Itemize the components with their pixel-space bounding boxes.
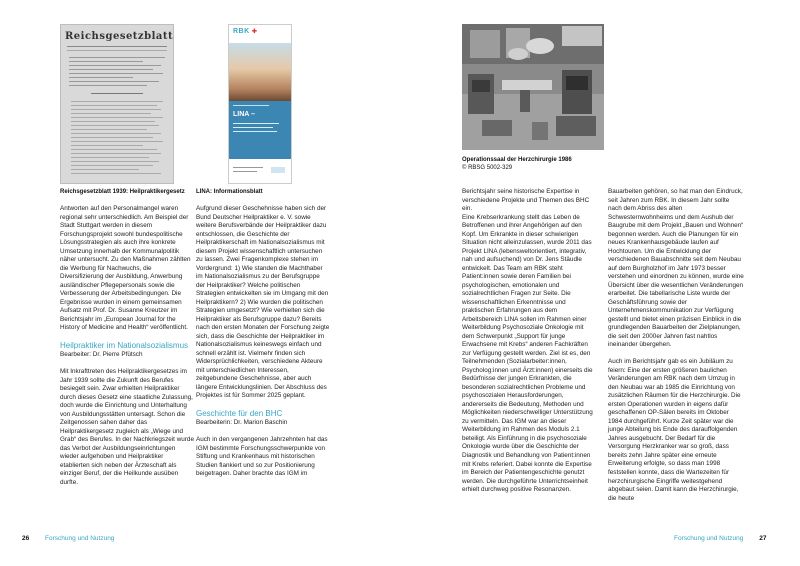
photo-caption [462, 156, 572, 172]
text-column-3 [462, 188, 596, 495]
operating-room-illustration [462, 24, 604, 150]
paragraph: Antworten auf den Personalmangel waren regional sehr unterschiedlich. Am Beispiel der Stadt Stuttgart werden in diesem Forschungsprojekt sowohl bundespolitische Lösungsstrategien als auch ihre konkrete Umsetzung innerhalb der Kommunalpolitik näher untersucht. Zu den Maßnahmen zählten die Werbung für Nachwuchs, die Diversifizierung der Ausbildung, Anwerbung ausländischer Pflegepersonals sowie die Verbesserung der Arbeitsbedingungen. Die Ergebnisse wurden in einem gemeinsamen Aufsatz mit Prof. Dr. Susanne Kreutzer im Berichtsjahr im „European Journal for the History of Medicine and Health“ veröffentlicht. [60, 205, 191, 332]
footer-section-left: Forschung und Nutzung [45, 535, 115, 542]
paragraph: Aufgrund dieser Geschehnisse haben sich der Bund Deutscher Heilpraktiker e. V. sowie weitere Berufsverbände der Heilpraktiker dazu entschlossen, die Geschichte der Heilpraktikerschaft im Nationalsozialismus mit diesem Projekt wissenschaftlich untersuchen zu lassen. Zwei Fragenkomplexe stehen im Vordergrund: 1) Wie standen die Machthaber im Nationalsozialismus zu der Berufsgruppe der Heilpraktiker? Welche politischen Strategien entwickelten sie im Umgang mit den Heilpraktikern? 2) Wie wurden die politischen Strategien umgesetzt? Wie verhielten sich die Heilpraktiker als Berufsgruppe dazu? Bereits nach den ersten Monaten der Forschung zeigte sich, dass die Geschichte der Heilpraktiker im Nationalsozialismus keineswegs einfach und schnell erzählt ist. Vielmehr finden sich Widersprüchlichkeiten, verschiedene Akteure mit unterschiedlichen Interessen, zeitgebundene Geschehnisse, aber auch längere Entwicklungslinien. Der Abschluss des Projektes ist für Sommer 2025 geplant. [196, 205, 330, 400]
section-author: Bearbeiterin: Dr. Marion Baschin [196, 419, 288, 427]
page-number-left: 26 [22, 535, 30, 542]
footer-right [674, 535, 766, 542]
page-number-right: 27 [759, 535, 767, 542]
text-column-2 [196, 205, 330, 479]
paragraph: Bauarbeiten gehören, so hat man den Eindruck, seit Jahren zum RBK. In diesem Jahr sollte nach dem Abriss des alten Schwesternwohnheims und dem Aushub der Baugrube mit dem Projekt „Bauen und Wohnen“ begonnen werden. Auch die Planungen für ein neues Krankenhausgebäude laufen auf Hochtouren. Um die Entwicklung der verschiedenen Bauabschnitte seit dem Neubau auf dem Burgholzhof im Jahr 1973 besser verstehen und einordnen zu können, wurde eine Übersicht über die wesentlichen Veränderungen erarbeitet. Die tabellarische Liste wurde der Geschäftsführung sowie der Unternehmenskommunikation zur Verfügung gestellt und bietet einen präzisen Einblick in die grundlegenden Bauarbeiten der Zielplanungen, die seit den 2000er Jahren fast nahtlos ineinander übergehen. [608, 188, 744, 349]
section-title-heilpraktiker: Heilpraktiker im Nationalsozialismus [60, 341, 189, 351]
text-column-1 [60, 205, 194, 487]
section-title-bhc: Geschichte für den BHC [196, 409, 283, 419]
paragraph: Berichtsjahr seine historische Expertise in verschiedene Projekte und Themen des BHC ein. [462, 188, 590, 213]
footer-section-right: Forschung und Nutzung [674, 535, 744, 542]
paragraph: Eine Krebserkrankung stellt das Leben de Betroffenen und ihrer Angehörigen auf den Kopf. Um Erkrankte in dieser schwierigen Situation nicht alleinzulassen, wurde 2011 das Projekt LINA (lebensweltorientiert, integrativ, nah und aufsuchend) von Dr. Jens Stäudle entwickelt. Das Team am RBK steht Patient:innen sowie deren Familien bei psychologischen, emotionalen und sozialrechtlichen Fragen zur Seite. Die wissenschaftlichen Erkenntnisse und praktischen Erfahrungen aus dem Arbeitsbereich LINA sollen im Rahmen einer Weiterbildung Psychosoziale Onkologie mit dem Schwerpunkt „Support für junge Erwachsene mit Krebs“ anderen Fachkräften zur Verfügung gestellt werden. Ziel ist es, den Teilnehmenden (Sozialarbeiter:innen, Psycholog:innen und Ärzt:innen) einerseits die Bedürfnisse der jungen Erkrankten, die besonderen sozialrechtlichen Probleme und psychosozialen Herausforderungen, andererseits die Bedeutung, Methoden und Möglichkeiten niederschwelliger Unterstützung zu vermitteln. Das IGM war an dieser Weiterbildung im Rahmen des Moduls 2.1 beteiligt. Als Einführung in die psychosoziale Onkologie wurde über die Geschichte der Diagnostik und Behandlung von Patient:innen mit Krebs referiert. Dabei konnte die Expertise im Bereich der Patientengeschichte genutzt werden. Die durchgeführte Unterrichtseinheit erhielt durchweg positive Resonanzen. [462, 213, 593, 494]
section-author: Bearbeiter: Dr. Pierre Pfütsch [60, 351, 143, 359]
brochure-title: LINA – [233, 111, 255, 118]
text-column-4 [608, 188, 744, 503]
operating-room-photo [462, 24, 604, 150]
brochure-title-panel [229, 101, 291, 159]
photo-caption-title: Operationssaal der Herzchirurgie 1986 [462, 157, 572, 163]
rbk-logo: RBK ✚ [233, 28, 258, 35]
paragraph: Auch in den vergangenen Jahrzehnten hat das IGM bestimmte Forschungsschwerpunkte von Stiftung und Krankenhaus mit historischen Studien flankiert und so zur Positionierung beigetragen. Daher brachte das IGM im [196, 436, 328, 478]
paragraph: Auch im Berichtsjahr gab es ein Jubiläum zu feiern: Eine der ersten größeren baulichen Veränderungen am RBK nach dem Umzug in den Neubau war ab 1985 die Einrichtung von zusätzlichen Räumen für die Herzchirurgie. Die ersten Operationen wurden in eigens dafür geschaffenen OP-Sälen bereits im Oktober 1984 durchgeführt. Kurze Zeit später war die junge Abteilung bis Ende des darauffolgenden Jahres ausgebucht. Der Bedarf für die Versorgung Herzkranker war so groß, dass bereits zehn Jahre später eine erneute Erweiterung erfolgte, so dass man 1998 feststellen konnte, dass die Wartezeiten für herzchirurgische Eingriffe weitestgehend abgebaut seien. Damit kann die Herzchirurgie, die heute [608, 358, 741, 502]
brochure-image [228, 24, 292, 184]
photo-caption-credit: © RBSG 5002-329 [462, 165, 513, 171]
brochure-caption: LINA: Informationsblatt [196, 189, 263, 195]
paragraph: Mit Inkrafttreten des Heilpraktikergesetzes im Jahr 1939 sollte die Zukunft des Berufes besiegelt sein. Zwar erhielten Heilpraktiker durch dieses Gesetz eine staatliche Zulassung, doch wurde die Einrichtung und Unterhaltung von Ausbildungsstätten untersagt. Schon die Zeitgenossen sahen daher das Heilpraktikergesetz zugleich als „Wiege und Grab“ des Berufes. In der Nachkriegszeit wurde das Verbot der Ausbildungseinrichtungen wieder aufgehoben und Heilpraktiker etablierten sich neben der Ärzteschaft als einziger Beruf, der die Heilkunde ausüben durfte. [60, 368, 194, 486]
newspaper-caption: Reichsgesetzblatt 1939: Heilpraktikergesetz [60, 189, 185, 195]
footer-left [22, 535, 114, 542]
newspaper-masthead: Reichsgesetzblatt [65, 31, 174, 42]
newspaper-image [60, 24, 174, 184]
brochure-photo [229, 43, 291, 101]
